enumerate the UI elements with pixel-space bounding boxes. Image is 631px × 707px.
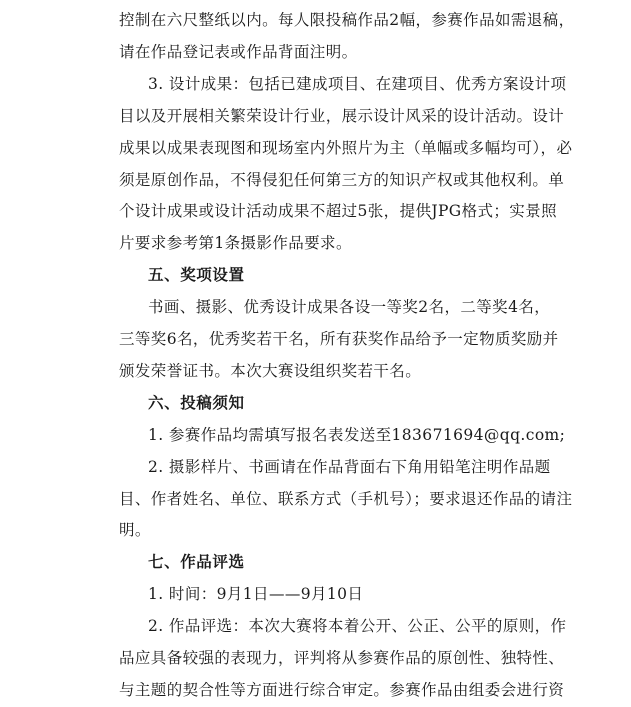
body-line: 2. 摄影样片、书画请在作品背面右下角用铅笔注明作品题 bbox=[148, 458, 551, 476]
body-line: 须是原创作品，不得侵犯任何第三方的知识产权或其他权利。单 bbox=[119, 171, 565, 189]
body-line: 1. 参赛作品均需填写报名表发送至183671694@qq.com; bbox=[148, 426, 566, 444]
body-line: 个设计成果或设计活动成果不超过5张，提供JPG格式；实景照 bbox=[119, 202, 557, 220]
body-line: 颁发荣誉证书。本次大赛设组织奖若干名。 bbox=[119, 362, 422, 380]
section-heading: 七、作品评选 bbox=[148, 553, 245, 571]
body-line: 成果以成果表现图和现场室内外照片为主（单幅或多幅均可），必 bbox=[119, 139, 573, 157]
body-line: 1. 时间：9月1日——9月10日 bbox=[148, 585, 364, 603]
body-line: 品应具备较强的表现力，评判将从参赛作品的原创性、独特性、 bbox=[119, 649, 565, 667]
body-line: 与主题的契合性等方面进行综合审定。参赛作品由组委会进行资 bbox=[119, 681, 565, 699]
body-line: 明。 bbox=[119, 521, 151, 539]
body-line: 请在作品登记表或作品背面注明。 bbox=[119, 43, 358, 61]
body-line: 目以及开展相关繁荣设计行业，展示设计风采的设计活动。设计 bbox=[119, 107, 565, 125]
section-heading: 六、投稿须知 bbox=[148, 394, 245, 412]
body-line: 目、作者姓名、单位、联系方式（手机号）；要求退还作品的请注 bbox=[119, 490, 573, 508]
body-line: 片要求参考第1条摄影作品要求。 bbox=[119, 234, 352, 252]
section-heading: 五、奖项设置 bbox=[148, 266, 245, 284]
body-line: 三等奖6名，优秀奖若干名，所有获奖作品给予一定物质奖励并 bbox=[119, 330, 559, 348]
body-line: 书画、摄影、优秀设计成果各设一等奖2名，二等奖4名， bbox=[148, 298, 551, 316]
body-line: 2. 作品评选：本次大赛将本着公开、公正、公平的原则，作 bbox=[148, 617, 567, 635]
body-line: 控制在六尺整纸以内。每人限投稿作品2幅，参赛作品如需退稿， bbox=[119, 11, 575, 29]
body-line: 3. 设计成果：包括已建成项目、在建项目、优秀方案设计项 bbox=[148, 75, 567, 93]
